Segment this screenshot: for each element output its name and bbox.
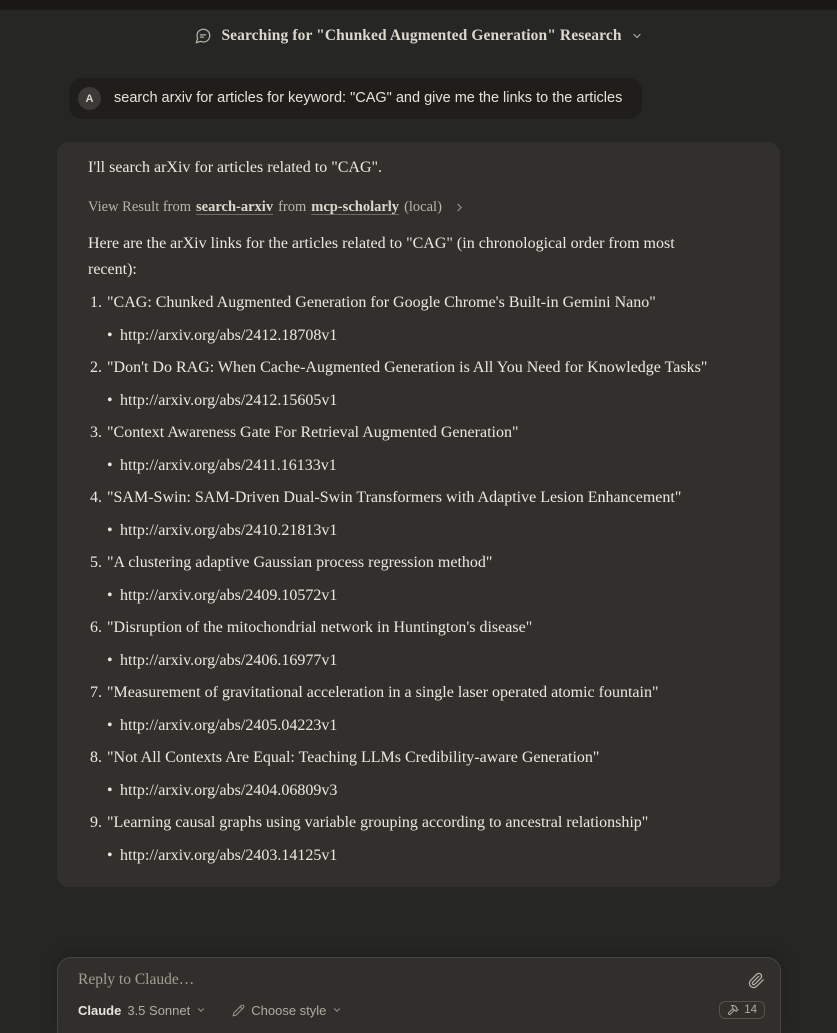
article-link[interactable]: http://arxiv.org/abs/2403.14125v1 <box>120 847 338 864</box>
article-link[interactable]: http://arxiv.org/abs/2411.16133v1 <box>120 457 337 474</box>
attach-file-button[interactable] <box>748 972 765 989</box>
article-link[interactable]: http://arxiv.org/abs/2409.10572v1 <box>120 587 338 604</box>
article-number: 7. <box>90 684 102 701</box>
article-number: 4. <box>90 489 102 506</box>
article-link[interactable]: http://arxiv.org/abs/2404.06809v3 <box>120 782 338 799</box>
tool-result-prefix: View Result from <box>88 199 192 215</box>
bullet-marker: • <box>107 457 113 474</box>
article-title: "Learning causal graphs using variable grouping according to ancestral relationship" <box>107 814 649 831</box>
article-number: 1. <box>90 294 102 311</box>
article-title: "Context Awareness Gate For Retrieval Augmented Generation" <box>107 424 519 441</box>
mcp-tools-button[interactable] <box>719 1001 765 1019</box>
tool-name: search-arxiv <box>196 199 274 215</box>
article-link[interactable]: http://arxiv.org/abs/2412.15605v1 <box>120 392 338 409</box>
model-version: 3.5 Sonnet <box>127 1002 191 1018</box>
chat-icon <box>194 27 212 45</box>
tool-result-scope: (local) <box>404 199 442 215</box>
article-link[interactable]: http://arxiv.org/abs/2410.21813v1 <box>120 522 338 539</box>
article-item <box>88 485 718 544</box>
model-selector[interactable] <box>78 1003 206 1018</box>
article-number: 6. <box>90 619 102 636</box>
article-title: "Not All Contexts Are Equal: Teaching LLMs Credibility-aware Generation" <box>107 749 600 766</box>
pen-icon <box>232 1004 245 1017</box>
assistant-intro-text: I'll search arXiv for articles related to "CAG". <box>88 159 383 176</box>
article-link[interactable]: http://arxiv.org/abs/2412.18708v1 <box>120 327 338 344</box>
hammer-icon <box>727 1004 739 1016</box>
article-item <box>88 745 718 804</box>
user-message <box>69 78 642 119</box>
bullet-marker: • <box>107 717 113 734</box>
assistant-response <box>57 142 780 887</box>
article-item <box>88 290 718 349</box>
article-item <box>88 810 718 869</box>
chevron-down-icon <box>332 1005 342 1015</box>
style-label: Choose style <box>251 1002 327 1018</box>
mcp-server-name: mcp-scholarly <box>311 199 400 215</box>
article-number: 8. <box>90 749 102 766</box>
chevron-down-icon <box>631 30 643 42</box>
bullet-marker: • <box>107 327 113 344</box>
chat-transcript <box>0 62 837 887</box>
style-selector[interactable] <box>232 1003 342 1018</box>
article-title: "SAM-Swin: SAM-Driven Dual-Swin Transformers with Adaptive Lesion Enhancement" <box>107 489 682 506</box>
chevron-right-icon <box>453 201 466 214</box>
article-title: "CAG: Chunked Augmented Generation for Google Chrome's Built-in Gemini Nano" <box>107 294 656 311</box>
composer-toolbar <box>78 1001 765 1019</box>
article-number: 3. <box>90 424 102 441</box>
assistant-lead-text: Here are the arXiv links for the articles related to "CAG" (in chronological order from most recent): <box>88 235 675 278</box>
tool-result-from: from <box>278 199 307 215</box>
bullet-marker: • <box>107 652 113 669</box>
chat-title: Searching for "Chunked Augmented Generation" Research <box>221 27 622 44</box>
article-item <box>88 615 718 674</box>
article-link[interactable]: http://arxiv.org/abs/2406.16977v1 <box>120 652 338 669</box>
article-title: "Measurement of gravitational acceleration in a single laser operated atomic fountain" <box>107 684 659 701</box>
article-item <box>88 550 718 609</box>
tool-result-toggle[interactable] <box>88 197 466 217</box>
user-avatar: A <box>78 87 101 110</box>
article-list <box>88 290 718 869</box>
window-titlebar <box>0 0 837 10</box>
reply-placeholder: Reply to Claude… <box>78 971 195 988</box>
composer <box>57 957 781 1033</box>
article-title: "Disruption of the mitochondrial network in Huntington's disease" <box>107 619 533 636</box>
bullet-marker: • <box>107 587 113 604</box>
bullet-marker: • <box>107 522 113 539</box>
tools-count: 14 <box>744 1004 757 1016</box>
bullet-marker: • <box>107 782 113 799</box>
bullet-marker: • <box>107 847 113 864</box>
article-item <box>88 420 718 479</box>
bullet-marker: • <box>107 392 113 409</box>
article-title: "A clustering adaptive Gaussian process regression method" <box>107 554 493 571</box>
article-number: 9. <box>90 814 102 831</box>
article-item <box>88 680 718 739</box>
chat-header <box>0 10 837 62</box>
paperclip-icon <box>748 972 765 989</box>
model-brand: Claude <box>78 1002 122 1018</box>
article-link[interactable]: http://arxiv.org/abs/2405.04223v1 <box>120 717 338 734</box>
article-title: "Don't Do RAG: When Cache-Augmented Generation is All You Need for Knowledge Tasks" <box>107 359 708 376</box>
article-item <box>88 355 718 414</box>
chat-title-button[interactable] <box>194 27 642 45</box>
message-input[interactable] <box>78 971 765 989</box>
article-number: 2. <box>90 359 102 376</box>
chevron-down-icon <box>196 1005 206 1015</box>
article-number: 5. <box>90 554 102 571</box>
user-message-text: search arxiv for articles for keyword: "CAG" and give me the links to the articles <box>114 89 623 106</box>
